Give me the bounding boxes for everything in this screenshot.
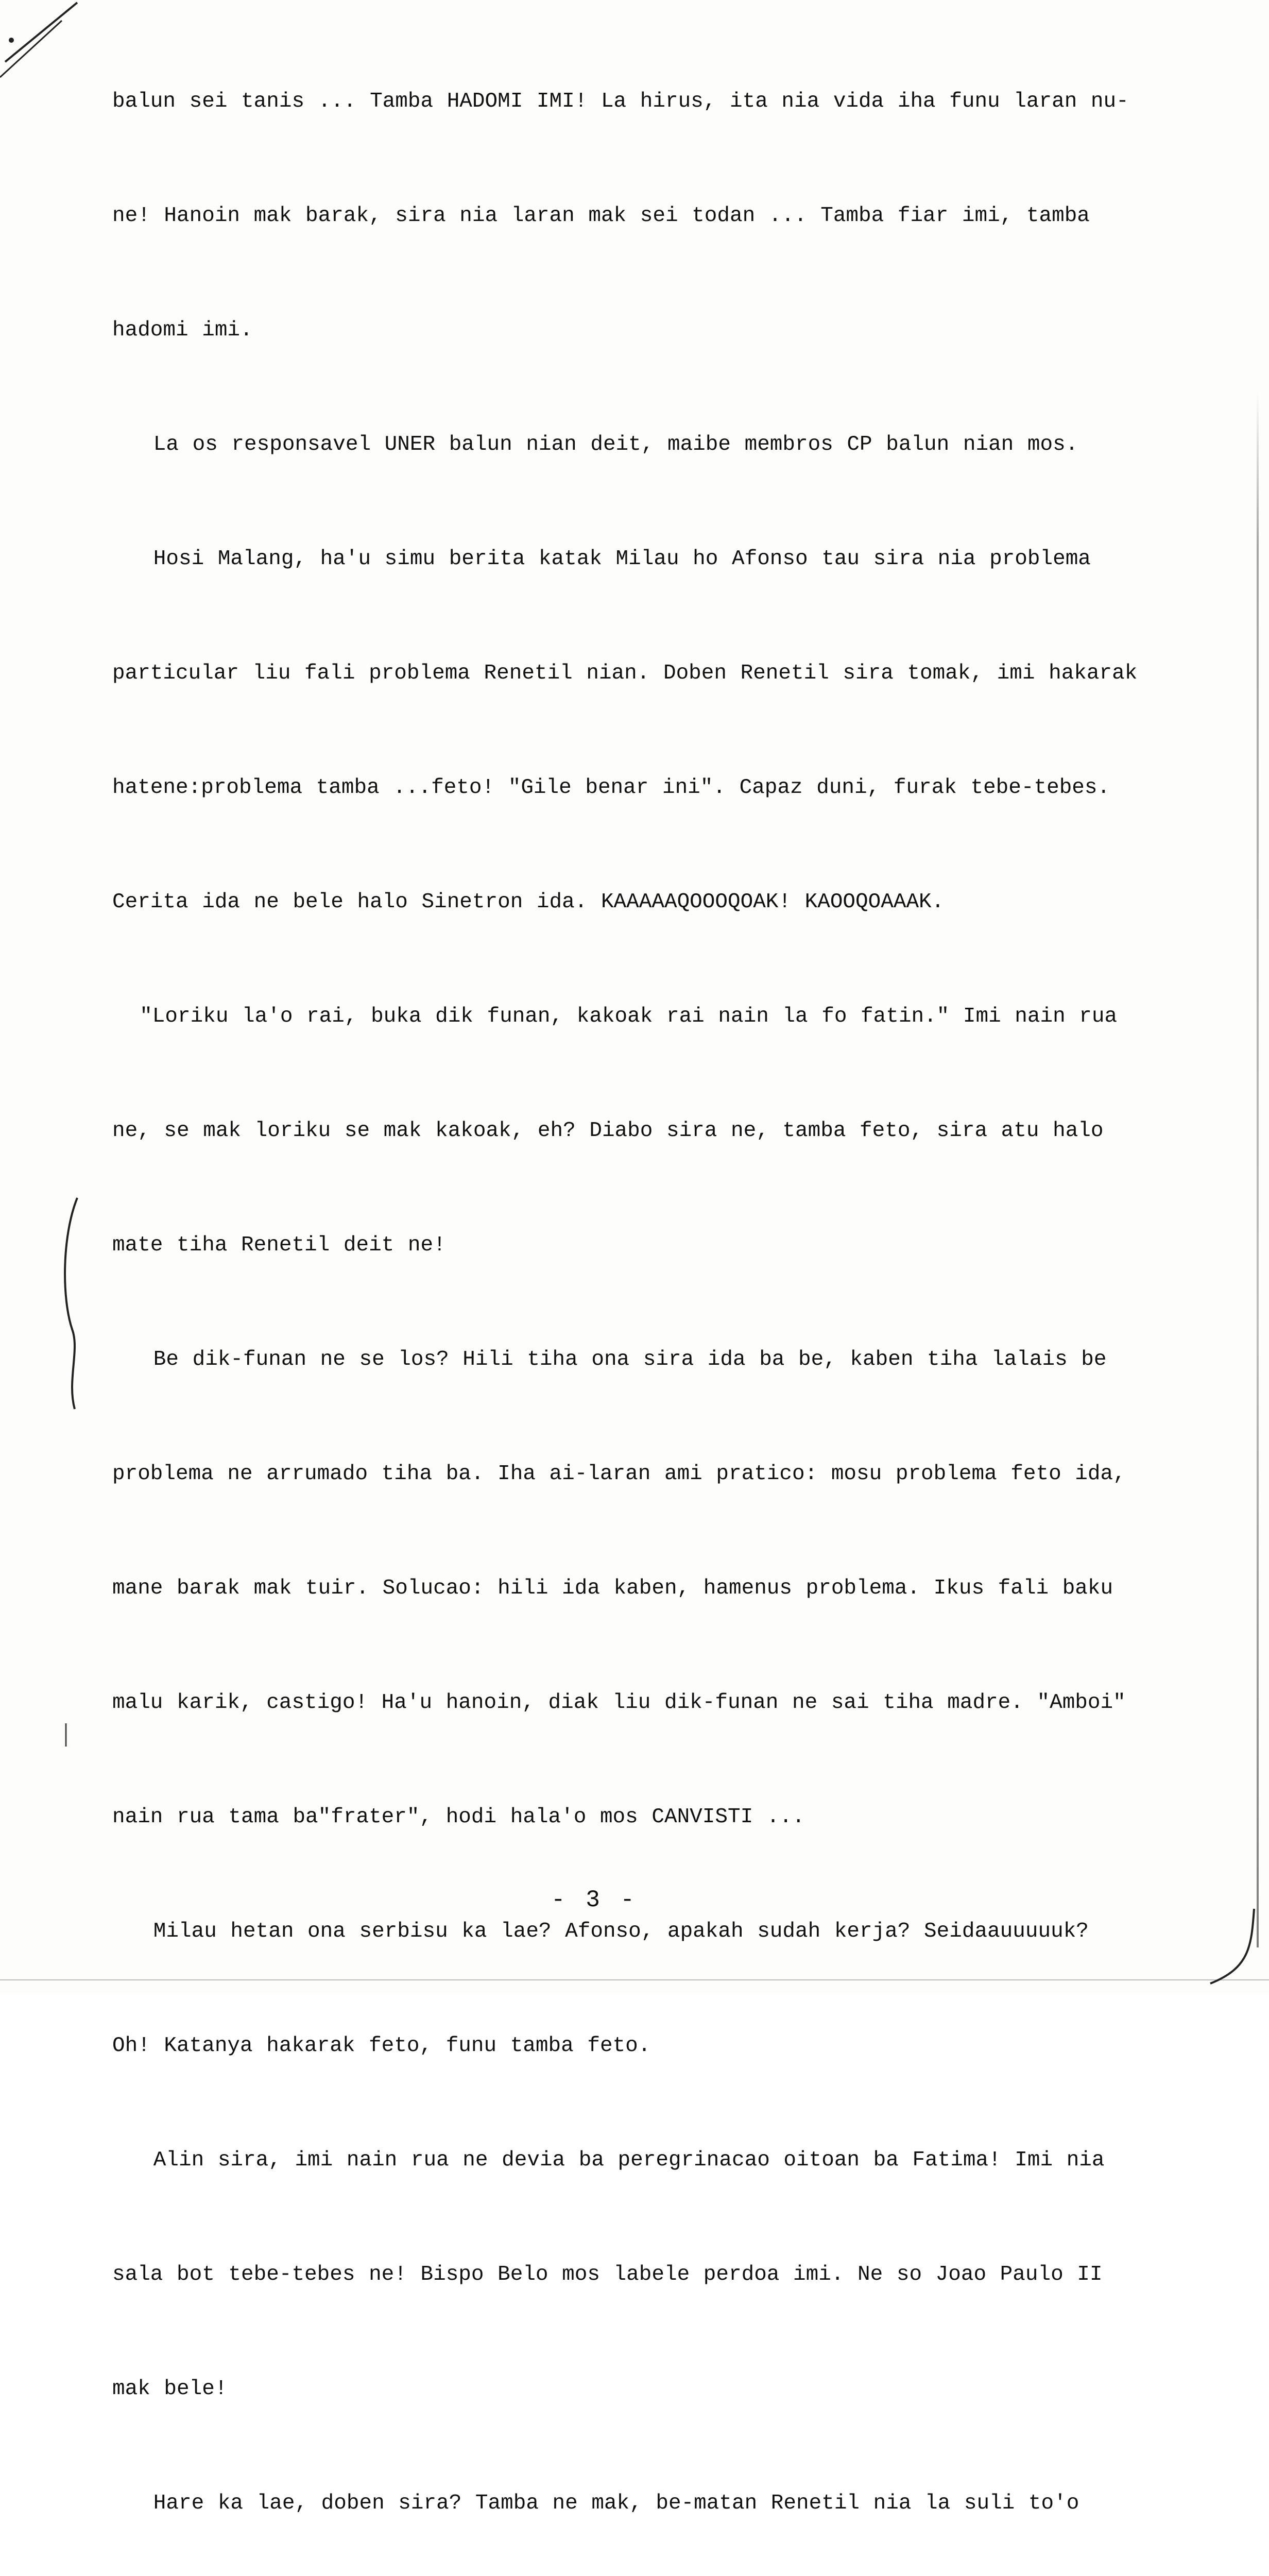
text-line: particular liu fali problema Renetil nian. Doben Renetil sira tomak, imi hakarak bbox=[112, 662, 1138, 685]
text-line: malu karik, castigo! Ha'u hanoin, diak liu dik-funan ne sai tiha madre. "Amboi" bbox=[112, 1691, 1126, 1715]
text-line: Milau hetan ona serbisu ka lae? Afonso, apakah sudah kerja? Seidaauuuuuk? bbox=[112, 1920, 1089, 1943]
text-line: Oh! Katanya hakarak feto, funu tamba feto. bbox=[112, 2034, 651, 2058]
pen-stroke-mark bbox=[0, 0, 103, 93]
text-line: mak bele! bbox=[112, 2377, 228, 2401]
text-line: mate tiha Renetil deit ne! bbox=[112, 1233, 446, 1257]
text-line: Be dik-funan ne se los? Hili tiha ona sira ida ba be, kaben tiha lalais be bbox=[112, 1348, 1107, 1371]
margin-bracket-mark bbox=[57, 1195, 88, 1412]
margin-tick-mark bbox=[61, 1721, 71, 1752]
text-line: Hosi Malang, ha'u simu berita katak Milau ho Afonso tau sira nia problema bbox=[112, 547, 1091, 571]
text-line: hadomi imi. bbox=[112, 318, 253, 342]
page-number: - 3 - bbox=[551, 1887, 638, 1913]
text-line: ne! Hanoin mak barak, sira nia laran mak sei todan ... Tamba fiar imi, tamba bbox=[112, 204, 1090, 228]
body-text bbox=[112, 6, 1235, 2576]
text-line: La os responsavel UNER balun nian deit, maibe membros CP balun nian mos. bbox=[112, 433, 1078, 456]
text-line: Cerita ida ne bele halo Sinetron ida. KAAAAAQOOOQOAK! KAOOQOAAAK. bbox=[112, 890, 945, 914]
text-line: ne, se mak loriku se mak kakoak, eh? Diabo sira ne, tamba feto, sira atu halo bbox=[112, 1119, 1104, 1143]
text-paragraphs bbox=[112, 6, 1235, 2576]
text-line: Hare ka lae, doben sira? Tamba ne mak, be-matan Renetil nia la suli to'o bbox=[112, 2492, 1079, 2515]
text-line: nain rua tama ba"frater", hodi hala'o mos CANVISTI ... bbox=[112, 1805, 805, 1829]
text-line: sala bot tebe-tebes ne! Bispo Belo mos labele perdoa imi. Ne so Joao Paulo II bbox=[112, 2263, 1103, 2286]
text-line: "Loriku la'o rai, buka dik funan, kakoak rai nain la fo fatin." Imi nain rua bbox=[112, 1005, 1118, 1028]
scan-edge-line bbox=[1257, 392, 1259, 1947]
text-line: hatene:problema tamba ...feto! "Gile benar ini". Capaz duni, furak tebe-tebes. bbox=[112, 776, 1110, 800]
text-line: balun sei tanis ... Tamba HADOMI IMI! La hirus, ita nia vida iha funu laran nu- bbox=[112, 90, 1129, 113]
text-line: mane barak mak tuir. Solucao: hili ida kaben, hamenus problema. Ikus fali baku bbox=[112, 1577, 1113, 1600]
text-line: Alin sira, imi nain rua ne devia ba peregrinacao oitoan ba Fatima! Imi nia bbox=[112, 2148, 1105, 2172]
text-line: problema ne arrumado tiha ba. Iha ai-laran ami pratico: mosu problema feto ida, bbox=[112, 1462, 1126, 1486]
